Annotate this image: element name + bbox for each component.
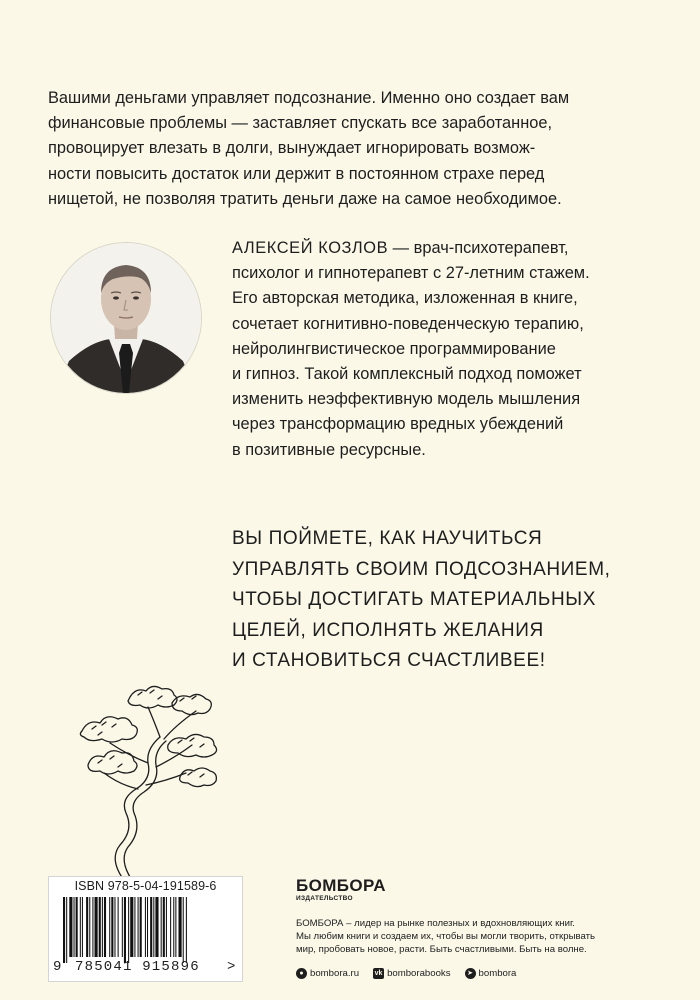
slogan: [232, 524, 672, 677]
barcode-bar: [102, 897, 103, 957]
barcode-bar: [122, 897, 123, 957]
author-bio-line: изменить неэффективную модель мышления: [232, 390, 581, 409]
barcode-bar: [186, 897, 187, 963]
intro-line: Вашими деньгами управляет подсознание. Именно оно создает вам: [48, 89, 570, 107]
barcode-bar: [82, 897, 83, 957]
barcode-bar: [118, 897, 119, 957]
author-bio-line: через трансформацию вредных убеждений: [232, 415, 564, 434]
barcode-bar: [66, 897, 67, 963]
intro-line: финансовые проблемы — заставляет спускать все заработанное,: [48, 114, 553, 133]
author-bio-line: нейролингвистическое программирование: [232, 339, 556, 358]
author-bio-line: Его авторская методика, изложенная в книге,: [232, 289, 578, 308]
publisher-description-line: Мы любим книги и создаем их, чтобы вы могли творить, открывать: [296, 931, 595, 942]
barcode-bar: [163, 897, 165, 957]
barcode-bar: [114, 897, 115, 957]
vk-icon: vk: [374, 969, 383, 977]
barcode-bar: [155, 897, 158, 957]
barcode-bar: [134, 897, 135, 957]
barcode-box: [48, 876, 243, 982]
barcode-bar: [166, 897, 167, 957]
barcode-bar: [111, 897, 113, 957]
slogan-line: ЦЕЛЕЙ, ИСПОЛНЯТЬ ЖЕЛАНИЯ: [232, 619, 544, 641]
intro-line: нищетой, не позволяя тратить деньги даже на самое необходимое.: [48, 189, 562, 208]
barcode-first-digit: 9: [53, 959, 62, 975]
social-link-website[interactable]: [296, 968, 359, 979]
social-link-vk[interactable]: [373, 968, 450, 979]
author-role: — врач-психотерапевт,: [388, 239, 569, 257]
barcode-bar: [161, 897, 162, 957]
author-bio-line: психолог и гипнотерапевт с 27-летним стажем.: [232, 264, 590, 283]
barcode-bar: [95, 897, 98, 957]
author-portrait-drawing: [51, 243, 201, 393]
barcode-bar: [109, 897, 110, 957]
barcode-bar: [104, 897, 106, 957]
slogan-line: ЧТОБЫ ДОСТИГАТЬ МАТЕРИАЛЬНЫХ: [232, 589, 596, 610]
barcode-bar: [183, 897, 184, 963]
author-bio-line: и гипноз. Такой комплексный подход поможет: [232, 365, 582, 384]
barcode-bar: [145, 897, 146, 957]
barcode-bar: [140, 897, 142, 957]
publisher-description-line: мир, пробовать новое, расти. Быть счастливыми. Быть на волне.: [296, 944, 587, 955]
barcode-bar: [147, 897, 148, 957]
slogan-line: УПРАВЛЯТЬ СВОИМ ПОДСОЗНАНИЕМ,: [232, 558, 611, 580]
social-label: bombora: [478, 967, 517, 979]
barcode-bar: [89, 897, 90, 957]
barcode-bar: [99, 897, 101, 957]
intro-line: провоцирует влезать в долги, вынуждает игнорировать возмож-: [48, 139, 536, 158]
social-label: bomborabooks: [387, 967, 451, 979]
isbn-label: ISBN 978-5-04-191589-6: [74, 879, 217, 893]
barcode-bar: [86, 897, 88, 957]
social-links: [296, 966, 530, 980]
publisher-description: [296, 917, 666, 956]
author-bio: [232, 236, 654, 463]
barcode-end-mark: >: [227, 959, 236, 975]
barcode-digits: 785041 915896: [75, 959, 200, 975]
slogan-line: ВЫ ПОЙМЕТЕ, КАК НАУЧИТЬСЯ: [232, 528, 543, 549]
author-bio-first-line: [232, 236, 654, 261]
barcode-bar: [128, 897, 129, 963]
barcode-bar: [175, 897, 176, 957]
barcode-bar: [153, 897, 154, 957]
barcode-bar: [80, 897, 81, 957]
barcode-bar: [173, 897, 174, 957]
bonsai-tree-illustration: [68, 685, 238, 885]
barcode-bar: [74, 897, 75, 957]
barcode-bar: [76, 897, 78, 957]
author-bio-line: в позитивные ресурсные.: [232, 440, 426, 459]
publisher-subtitle: ИЗДАТЕЛЬСТВО: [296, 895, 353, 902]
barcode-bar: [179, 897, 182, 957]
publisher-description-line: БОМБОРА – лидер на рынке полезных и вдохновляющих книг.: [296, 918, 575, 929]
author-bio-line: сочетает когнитивно-поведенческую терапию,: [232, 314, 584, 333]
barcode-bar: [170, 897, 171, 957]
slogan-line: И СТАНОВИТЬСЯ СЧАСТЛИВЕЕ!: [232, 650, 546, 671]
social-link-telegram[interactable]: [465, 968, 517, 979]
barcode-bar: [63, 897, 65, 963]
author-portrait: [50, 242, 202, 394]
barcode-bar: [150, 897, 152, 957]
intro-line: ности повысить достаток или держит в постоянном страхе перед: [48, 164, 545, 183]
author-name: АЛЕКСЕЙ КОЗЛОВ: [232, 239, 389, 257]
barcode-bar: [138, 897, 139, 957]
barcode-bar: [124, 897, 126, 963]
globe-icon: ●: [296, 968, 307, 979]
publisher-logo: БОМБОРА: [296, 876, 386, 895]
barcode-bar: [130, 897, 133, 957]
barcode-bar: [92, 897, 93, 957]
telegram-icon: ➤: [465, 968, 476, 979]
intro-paragraph: [48, 86, 654, 212]
social-label: bombora.ru: [310, 967, 360, 979]
barcode-bar: [69, 897, 72, 957]
